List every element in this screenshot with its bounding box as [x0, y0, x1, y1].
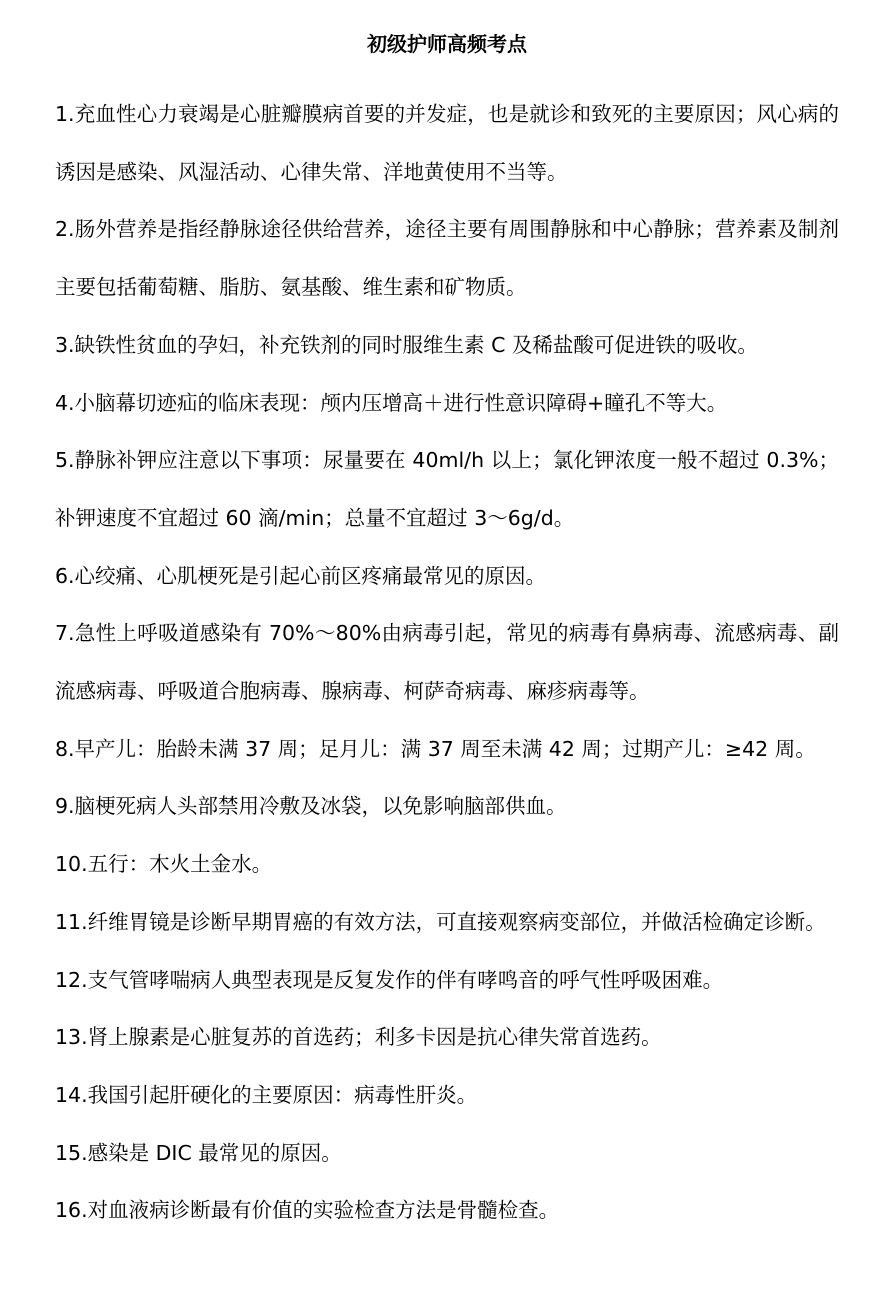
key-point-12: 12.支气管哮喘病人典型表现是反复发作的伴有哮鸣音的呼气性呼吸困难。 — [55, 967, 724, 992]
key-point-15: 15.感染是 DIC 最常见的原因。 — [55, 1140, 342, 1165]
key-point-6: 6.心绞痛、心肌梗死是引起心前区疼痛最常见的原因。 — [55, 563, 547, 588]
key-point-11: 11.纤维胃镜是诊断早期胃癌的有效方法，可直接观察病变部位，并做活检确定诊断。 — [55, 909, 826, 934]
page-title: 初级护师高频考点 — [367, 32, 527, 56]
key-point-3: 3.缺铁性贫血的孕妇，补充铁剂的同时服维生素 C 及稀盐酸可促进铁的吸收。 — [55, 332, 758, 357]
key-point-13: 13.肾上腺素是心脏复苏的首选药；利多卡因是抗心律失常首选药。 — [55, 1025, 662, 1050]
key-point-5: 5.静脉补钾应注意以下事项：尿量要在 40ml/h 以上；氯化钾浓度一般不超过 0.3%；补钾速度不宜超过 60 滴/min；总量不宜超过 3～6g/d。 — [55, 448, 839, 530]
key-point-7: 7.急性上呼吸道感染有 70%～80%由病毒引起，常见的病毒有鼻病毒、流感病毒、副流感病毒、呼吸道合胞病毒、腺病毒、柯萨奇病毒、麻疹病毒等。 — [55, 621, 839, 704]
key-point-4: 4.小脑幕切迹疝的临床表现：颅内压增高＋进行性意识障碍+瞳孔不等大。 — [55, 390, 728, 415]
key-point-9: 9.脑梗死病人头部禁用冷敷及冰袋，以免影响脑部供血。 — [55, 794, 567, 819]
key-point-16: 16.对血液病诊断最有价值的实验检查方法是骨髓检查。 — [55, 1198, 560, 1223]
key-point-10: 10.五行：木火土金水。 — [55, 852, 273, 877]
key-points-list — [55, 86, 839, 1240]
key-point-14: 14.我国引起肝硬化的主要原因：病毒性肝炎。 — [55, 1082, 478, 1107]
key-point-8: 8.早产儿：胎龄未满 37 周；足月儿：满 37 周至未满 42 周；过期产儿：≥42 周。 — [55, 736, 816, 761]
key-point-2: 2.肠外营养是指经静脉途径供给营养，途径主要有周围静脉和中心静脉；营养素及制剂主要包括葡萄糖、脂肪、氨基酸、维生素和矿物质。 — [55, 217, 839, 300]
key-point-1: 1.充血性心力衰竭是心脏瓣膜病首要的并发症，也是就诊和致死的主要原因；风心病的诱因是感染、风湿活动、心律失常、洋地黄使用不当等。 — [55, 102, 839, 184]
